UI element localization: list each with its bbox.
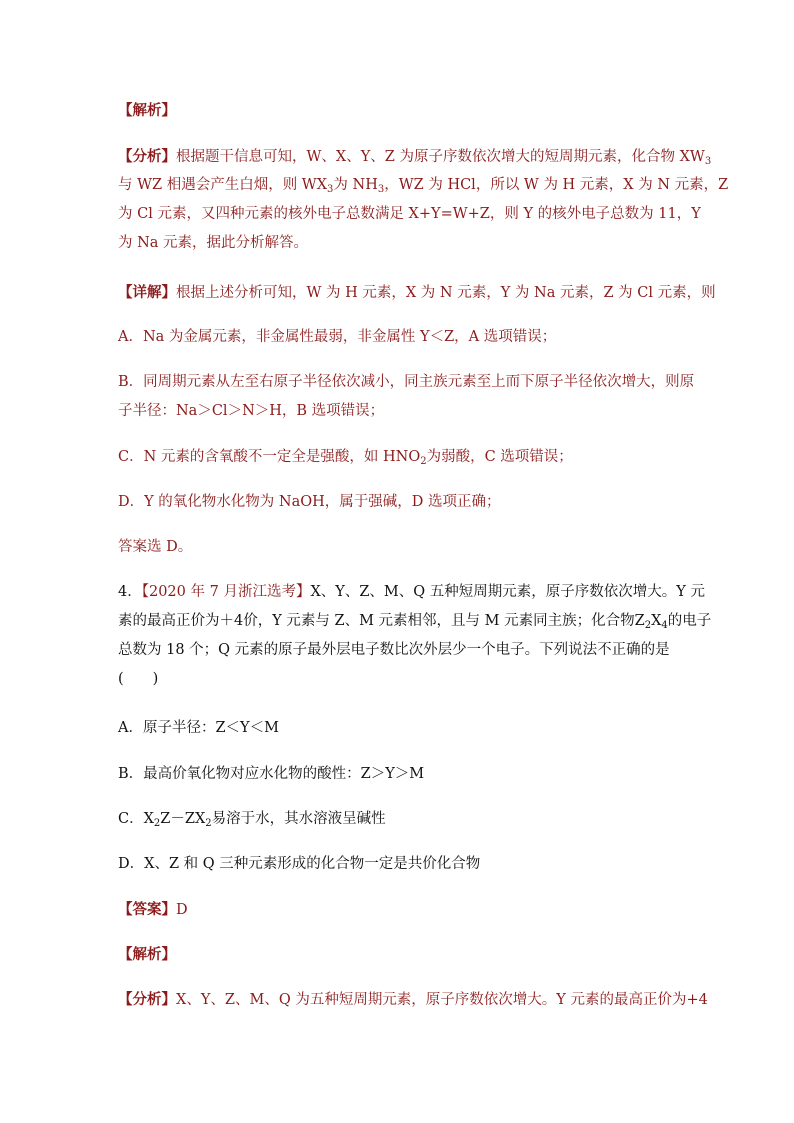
analysis-line-3: 为 Cl 元素，又四种元素的核外电子总数满足 X+Y=W+Z，则 Y 的核外电子总数为 11，Y: [118, 206, 701, 222]
q4-line-1: 4．【2020 年 7 月浙江选考】X、Y、Z、M、Q 五种短周期元素，原子序数依次增大。Y 元: [118, 584, 705, 600]
option-b-line-1: B．同周期元素从左至右原子半径依次减小，同主族元素至上而下原子半径依次增大，则原: [118, 374, 695, 390]
option-a: A．Na 为金属元素，非金属性最弱，非金属性 Y＜Z，A 选项错误；: [118, 329, 557, 345]
option-b-line-2: 子半径：Na＞Cl＞N＞H，B 选项错误；: [118, 403, 385, 419]
answer-line: 答案选 D。: [118, 539, 193, 555]
q4-analysis-line: 【分析】X、Y、Z、M、Q 为五种短周期元素，原子序数依次增大。Y 元素的最高正价为+4: [118, 991, 708, 1008]
q4-line-2: 素的最高正价为＋4价，Y 元素与 Z、M 元素相邻，且与 M 元素同主族；化合物$Z_2X_4$的电子: [118, 613, 712, 631]
option-d: D．Y 的氧化物水化物为 NaOH，属于强碱，D 选项正确；: [118, 494, 501, 510]
q4-option-c: C．$X_2Z-ZX_2$易溶于水，其水溶液呈碱性: [118, 811, 386, 829]
q4-option-b: B．最高价氧化物对应水化物的酸性：Z＞Y＞M: [118, 766, 425, 782]
jiexi-heading: 【解析】: [118, 102, 176, 119]
analysis-line-2: 与 WZ 相遇会产生白烟，则 $WX_3$为 $NH_3$，WZ 为 HCl，所以 W 为 H 元素，X 为 N 元素，Z: [118, 177, 729, 195]
q4-option-a: A．原子半径：Z＜Y＜M: [118, 720, 279, 736]
analysis-line-1: 【分析】根据题干信息可知，W、X、Y、Z 为原子序数依次增大的短周期元素，化合物 $XW_3$: [118, 148, 712, 167]
q4-answer: 【答案】D: [118, 901, 188, 918]
detail-line: 【详解】根据上述分析可知，W 为 H 元素，X 为 N 元素，Y 为 Na 元素，Z 为 Cl 元素，则: [118, 284, 716, 301]
q4-jiexi-heading: 【解析】: [118, 946, 176, 963]
q4-answer-blank: ( ): [118, 671, 159, 687]
option-c: C．N 元素的含氧酸不一定全是强酸，如 $HNO_2$为弱酸，C 选项错误；: [118, 449, 573, 467]
q4-line-3: 总数为 18 个；Q 元素的原子最外层电子数比次外层少一个电子。下列说法不正确的是: [118, 642, 670, 658]
q4-option-d: D．X、Z 和 Q 三种元素形成的化合物一定是共价化合物: [118, 856, 481, 872]
analysis-line-4: 为 Na 元素，据此分析解答。: [118, 235, 309, 251]
q4-source-tag: 【2020 年 7 月浙江选考】: [141, 584, 311, 600]
